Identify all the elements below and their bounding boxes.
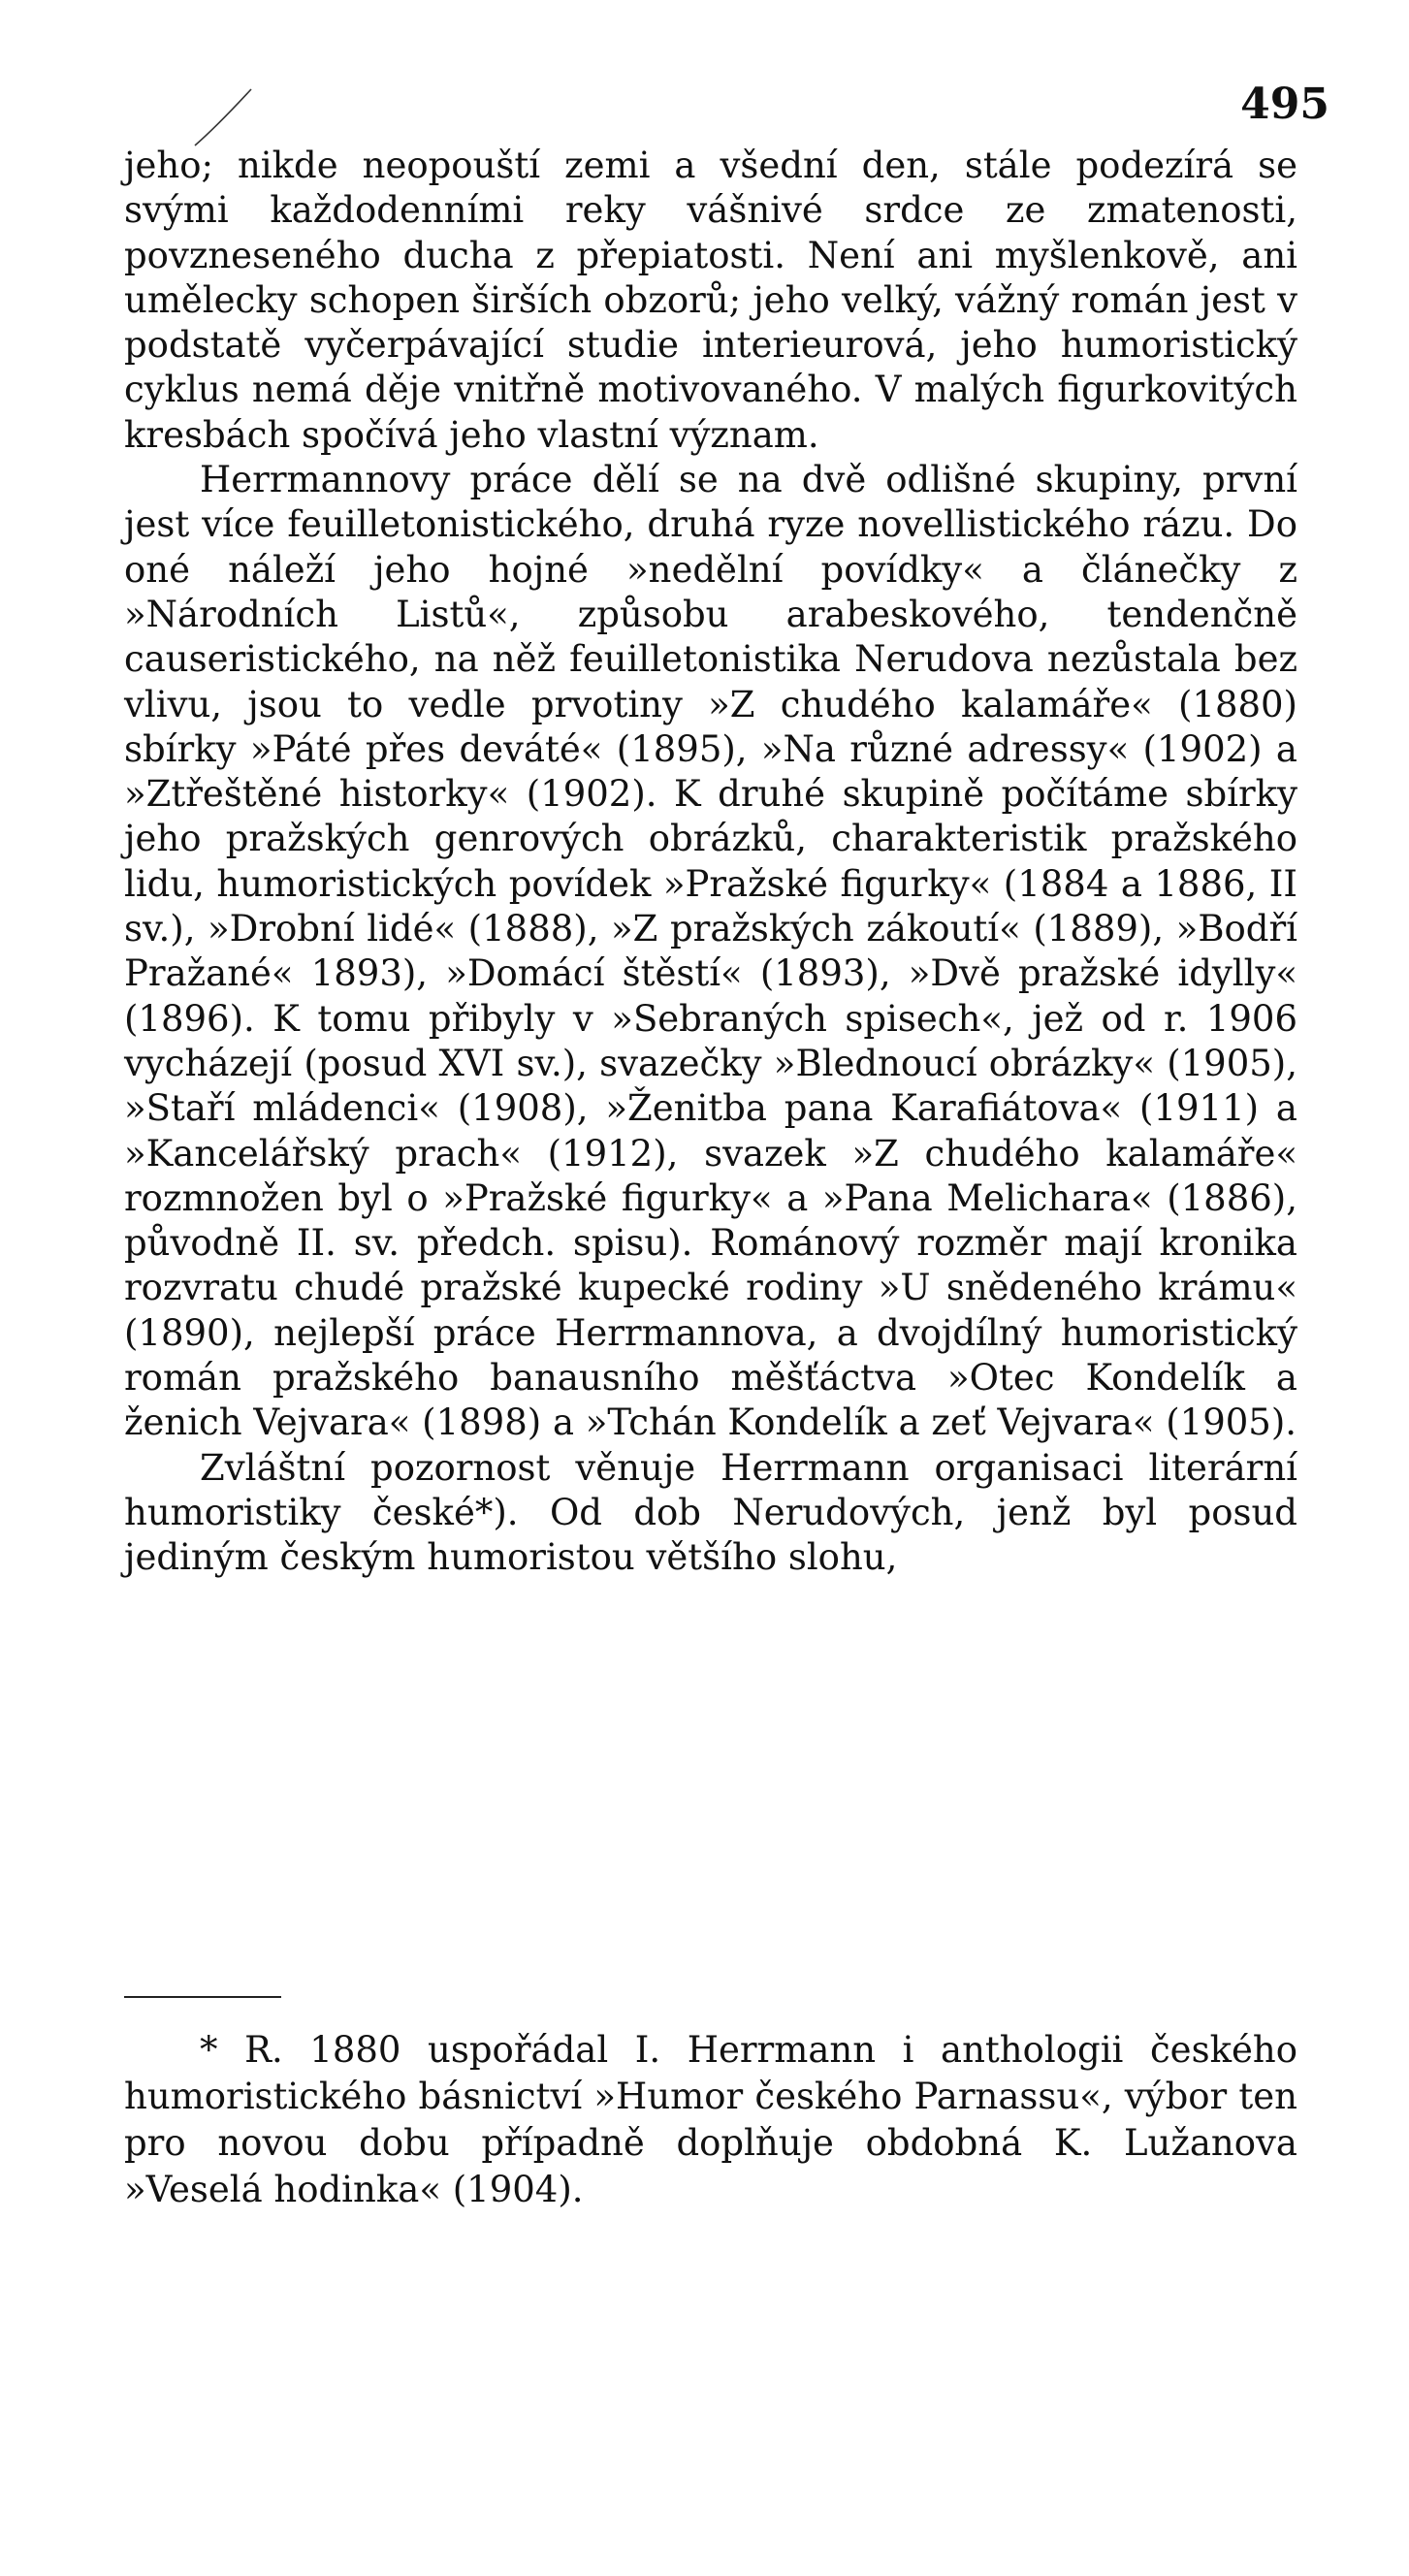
paragraph-3: Zvláštní pozornost věnuje Herrmann organisaci literární humoristiky české*). Od dob Nerudových, jenž byl posud jediným českým humoristou většího slohu, bbox=[124, 1446, 1297, 1579]
main-text bbox=[124, 144, 1297, 1581]
footnote-divider bbox=[124, 1996, 281, 1998]
page-number: 495 bbox=[1240, 80, 1329, 129]
paragraph-1: jeho; nikde neopouští zemi a všední den, stále podezírá se svými každodenními reky vášnivé srdce ze zmatenosti, povzneseného ducha z přepiatosti. Není ani myšlenkově, ani umělecky schopen širších obzorů; jeho velký, vážný román jest v podstatě vyčerpávající studie interieurová, jeho humoristický cyklus nemá děje vnitřně motivovaného. V malých figurkovitých kresbách spočívá jeho vlastní význam. bbox=[124, 145, 1297, 456]
paragraph-2: Herrmannovy práce dělí se na dvě odlišné skupiny, první jest více feuilletonistického, druhá ryze novellistického rázu. Do oné náleží jeho hojné »nedělní povídky« a článečky z »Národních Listů«, způsobu arabeskového, tendenčně causeristického, na něž feuilletonistika Nerudova nezůstala bez vlivu, jsou to vedle prvotiny »Z chudého kalamáře« (1880) sbírky »Páté přes deváté« (1895), »Na různé adressy« (1902) a »Ztřeštěné historky« (1902). K druhé skupině počítáme sbírky jeho pražských genrových obrázků, charakteristik pražského lidu, humoristických povídek »Pražské figurky« (1884 a 1886, II sv.), »Drobní lidé« (1888), »Z pražských zákoutí« (1889), »Bodří Pražané« 1893), »Domácí štěstí« (1893), »Dvě pražské idylly« (1896). K tomu přibyly v »Sebraných spisech«, jež od r. 1906 vycházejí (posud XVI sv.), svazečky »Blednoucí obrázky« (1905), »Staří mládenci« (1908), »Ženitba pana Karafiátova« (1911) a »Kancelářský prach« (1912), svazek »Z chudého kalamáře« rozmnožen byl o »Pražské figurky« a »Pana Melichara« (1886), původně II. sv. předch. spisu). Románový rozměr mají kronika rozvratu chudé pražské kupecké rodiny »U snědeného krámu« (1890), nejlepší práce Herrmannova, a dvojdílný humoristický román pražského banausního měšťáctva »Otec Kondelík a ženich Vejvara« (1898) a »Tchán Kondelík a zeť Vejvara« (1905). bbox=[124, 459, 1297, 1444]
footnote: * R. 1880 uspořádal I. Herrmann i anthologii českého humoristického básnictví »Humor českého Parnassu«, výbor ten pro novou dobu případně doplňuje obdobná K. Lužanova »Veselá hodinka« (1904). bbox=[124, 2029, 1297, 2210]
